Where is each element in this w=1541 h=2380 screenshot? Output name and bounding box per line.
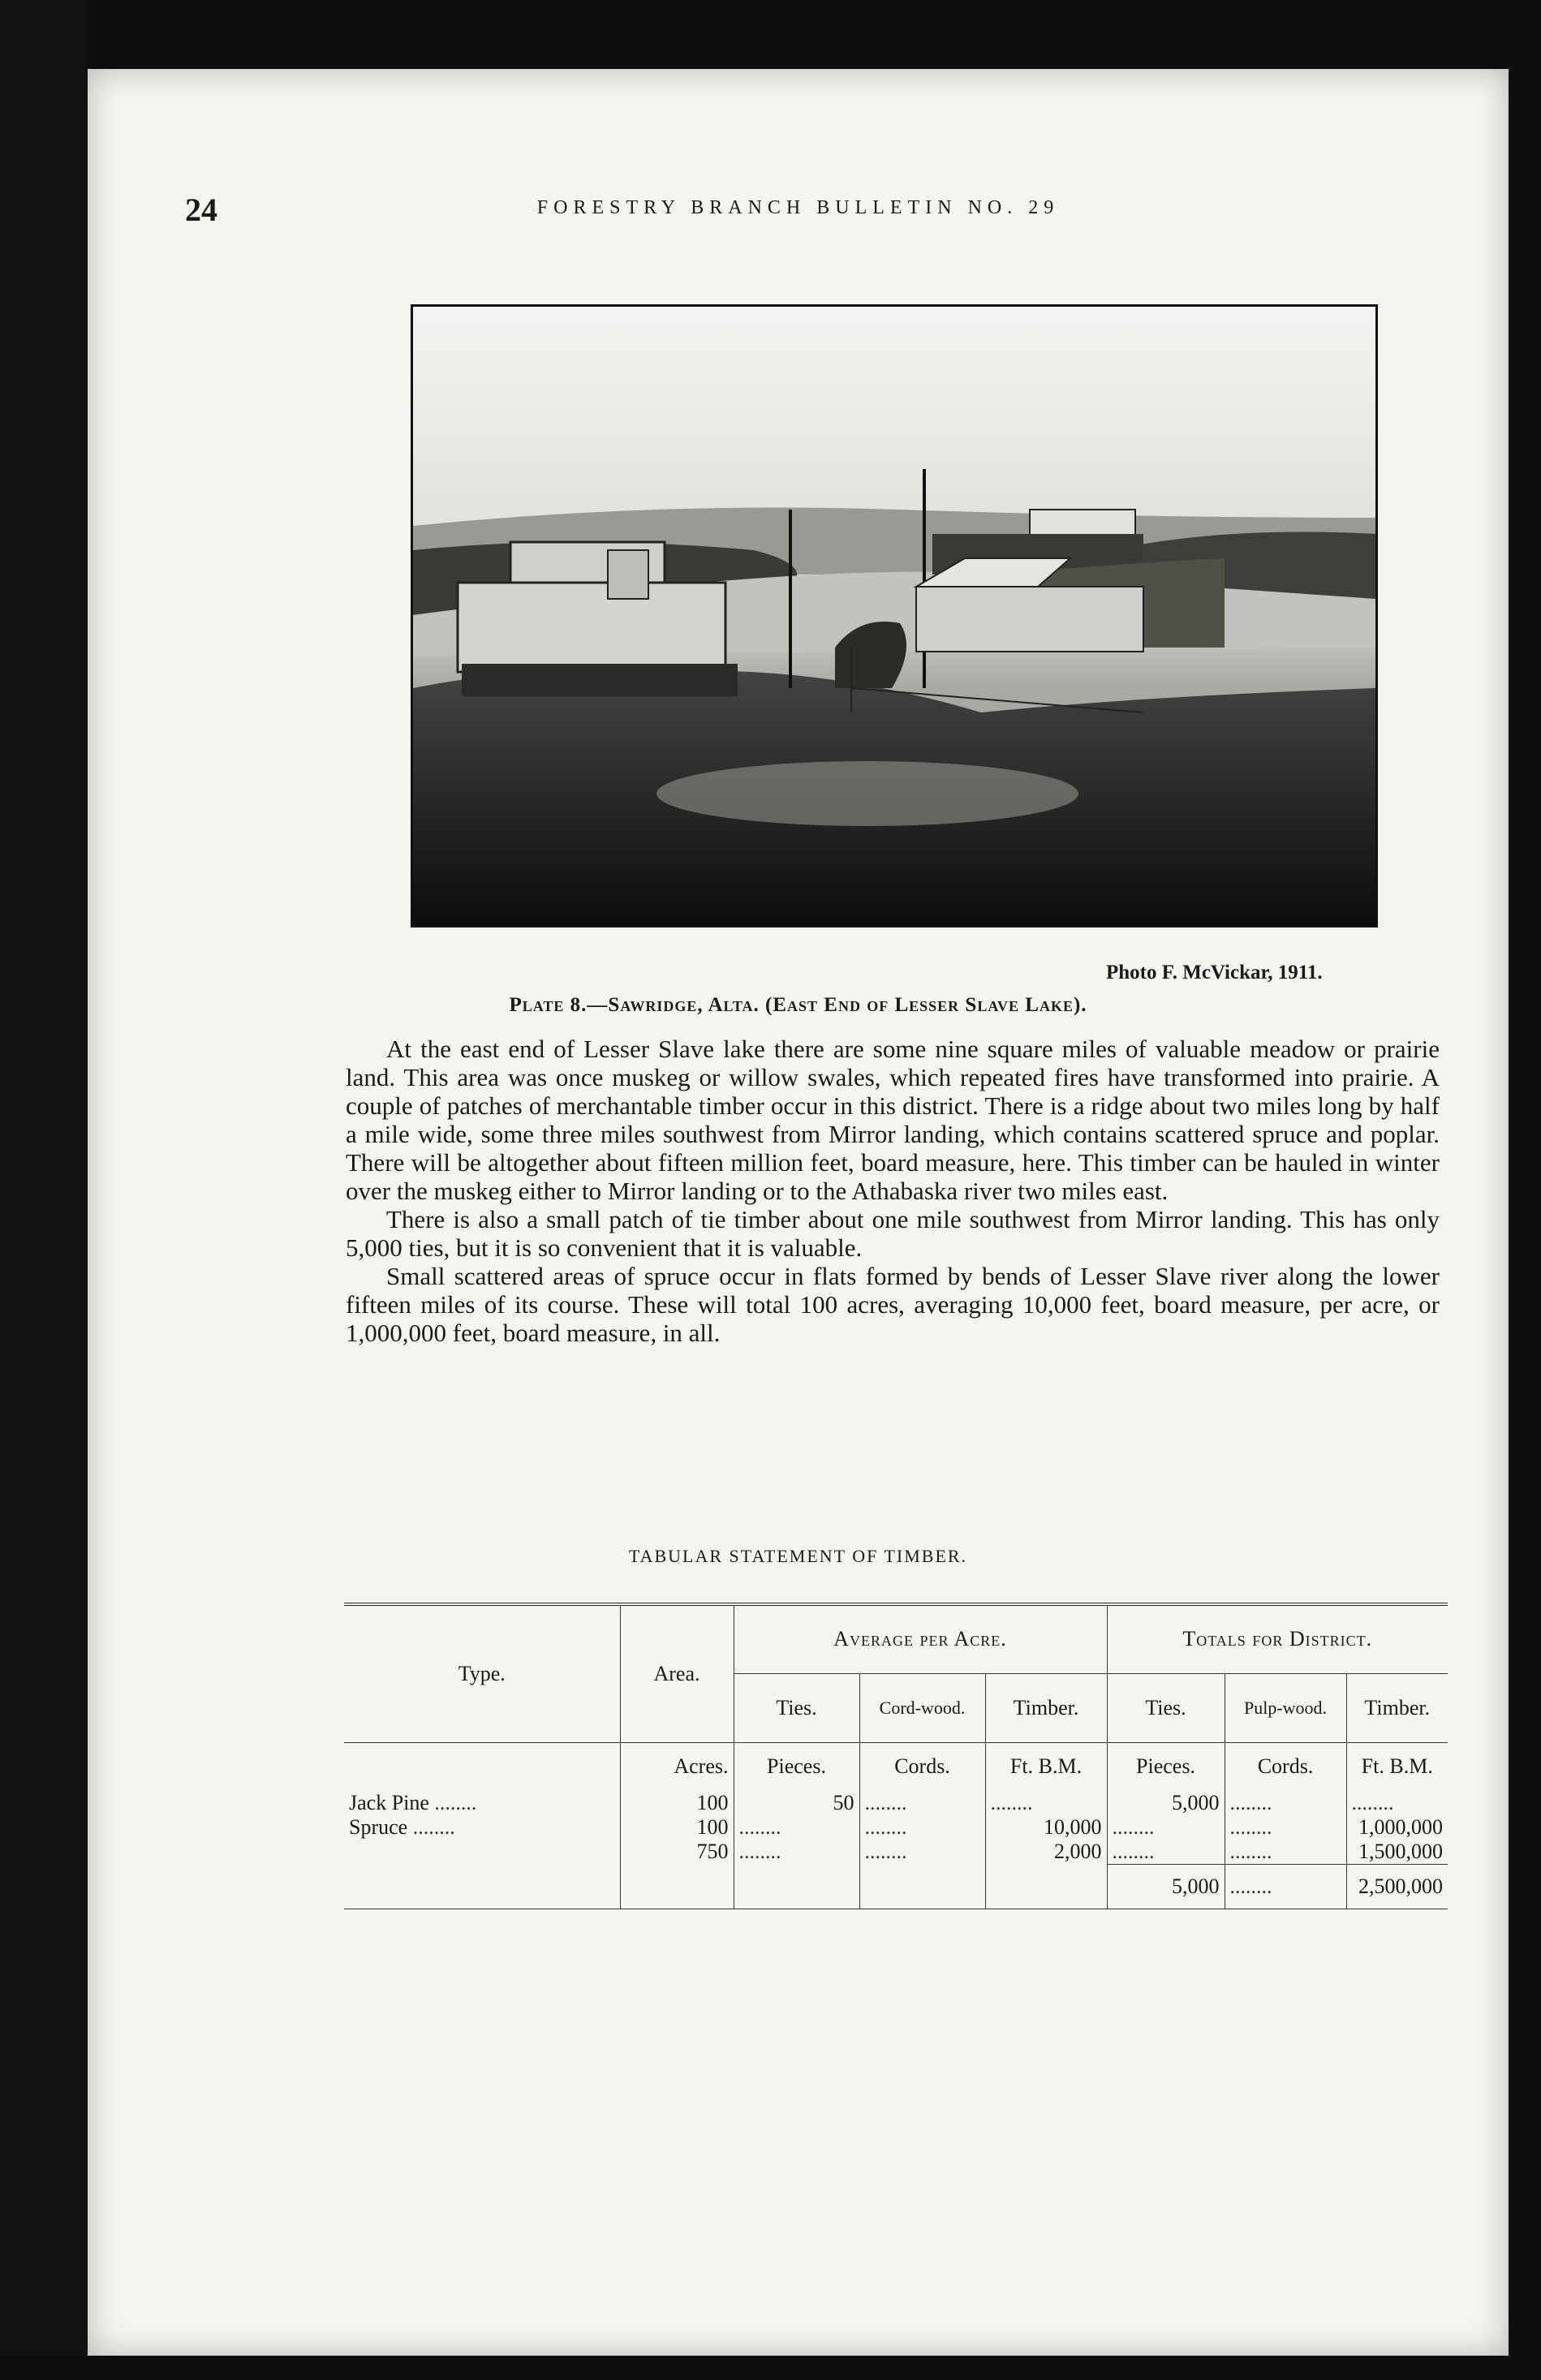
table-row <box>344 1840 620 1865</box>
row-avg-timber-leader: ........ <box>985 1791 1107 1815</box>
row-avg-cordwood-leader: ........ <box>859 1815 985 1840</box>
row-tot-pulpwood-leader: ........ <box>1225 1791 1346 1815</box>
scan-border-right <box>1509 0 1541 2380</box>
header-average-per-acre: Average per Acre. <box>734 1604 1107 1673</box>
table-row <box>344 1815 620 1840</box>
total-ties: 5,000 <box>1107 1865 1225 1909</box>
row-area: 100 <box>620 1791 734 1815</box>
row-leader: ........ <box>412 1815 455 1839</box>
row-leader: ........ <box>434 1791 477 1814</box>
body-text <box>346 1035 1440 1347</box>
row-avg-ties-leader: ........ <box>734 1840 859 1865</box>
row-tot-timber-leader: ........ <box>1346 1791 1448 1815</box>
paragraph: Small scattered areas of spruce occur in flats formed by bends of Lesser Slave river along the lower fifteen miles of its course. These will total 100 acres, averaging 10,000 feet, board measure, per acre, or 1,000,000 feet, board measure, in all. <box>346 1262 1440 1347</box>
header-avg-cordwood: Cord-wood. <box>859 1673 985 1742</box>
page-header <box>88 191 1509 228</box>
running-head: FORESTRY BRANCH BULLETIN NO. 29 <box>536 197 1060 218</box>
table-row <box>344 1791 620 1815</box>
photo-credit: Photo F. McVickar, 1911. <box>1106 962 1323 983</box>
row-tot-timber: 1,000,000 <box>1346 1815 1448 1840</box>
header-area: Area. <box>620 1604 734 1742</box>
row-avg-cordwood-leader: ........ <box>859 1840 985 1865</box>
row-avg-ties: 50 <box>734 1791 859 1815</box>
timber-table <box>344 1603 1448 1909</box>
row-tot-timber: 1,500,000 <box>1346 1840 1448 1865</box>
scan-border-top <box>0 0 1541 69</box>
unit-tot-ties: Pieces. <box>1107 1742 1225 1791</box>
row-tot-ties-leader: ........ <box>1107 1815 1225 1840</box>
row-avg-cordwood-leader: ........ <box>859 1791 985 1815</box>
header-type: Type. <box>344 1604 620 1742</box>
row-type: Spruce <box>349 1815 408 1839</box>
row-area: 750 <box>620 1840 734 1865</box>
row-avg-timber: 2,000 <box>985 1840 1107 1865</box>
unit-tot-timber: Ft. B.M. <box>1346 1742 1448 1791</box>
row-tot-pulpwood-leader: ........ <box>1225 1815 1346 1840</box>
plate-caption: Plate 8.—Sawridge, Alta. (East End of Lesser Slave Lake). <box>509 994 1087 1016</box>
paragraph: There is also a small patch of tie timber about one mile southwest from Mirror landing. This has only 5,000 ties, but it is so convenient that it is valuable. <box>346 1205 1440 1262</box>
unit-avg-timber: Ft. B.M. <box>985 1742 1107 1791</box>
row-area: 100 <box>620 1815 734 1840</box>
row-tot-ties-leader: ........ <box>1107 1840 1225 1865</box>
header-tot-ties: Ties. <box>1107 1673 1225 1742</box>
unit-area: Acres. <box>620 1742 734 1791</box>
total-pulpwood-leader: ........ <box>1225 1865 1346 1909</box>
header-avg-ties: Ties. <box>734 1673 859 1742</box>
header-tot-pulpwood: Pulp-wood. <box>1225 1673 1346 1742</box>
total-timber: 2,500,000 <box>1346 1865 1448 1909</box>
row-type: Jack Pine <box>349 1791 429 1814</box>
header-tot-timber: Timber. <box>1346 1673 1448 1742</box>
row-avg-timber: 10,000 <box>985 1815 1107 1840</box>
paragraph: At the east end of Lesser Slave lake there are some nine square miles of valuable meadow or prairie land. This area was once muskeg or willow swales, which repeated fires have transformed into prairie. A couple of patches of merchantable timber occur in this district. There is a ridge about two miles long by half a mile wide, some three miles southwest from Mirror landing, which contains scattered spruce and poplar. There will be altogether about fifteen million feet, board measure, here. This timber can be hauled in winter over the muskeg either to Mirror landing or to the Athabaska river two miles east. <box>346 1035 1440 1205</box>
table-title: TABULAR STATEMENT OF TIMBER. <box>628 1546 968 1566</box>
unit-avg-cordwood: Cords. <box>859 1742 985 1791</box>
scan-border-bottom <box>0 2356 1541 2380</box>
page-number: 24 <box>185 192 217 228</box>
row-tot-pulpwood-leader: ........ <box>1225 1840 1346 1865</box>
photo-sawridge <box>413 307 1375 925</box>
row-tot-ties: 5,000 <box>1107 1791 1225 1815</box>
header-avg-timber: Timber. <box>985 1673 1107 1742</box>
header-totals-for-district: Totals for District. <box>1107 1604 1448 1673</box>
document-page <box>88 69 1509 2356</box>
unit-tot-pulpwood: Cords. <box>1225 1742 1346 1791</box>
unit-avg-ties: Pieces. <box>734 1742 859 1791</box>
plate-photograph <box>411 304 1378 927</box>
scan-border-left <box>0 0 88 2380</box>
row-avg-ties-leader: ........ <box>734 1815 859 1840</box>
